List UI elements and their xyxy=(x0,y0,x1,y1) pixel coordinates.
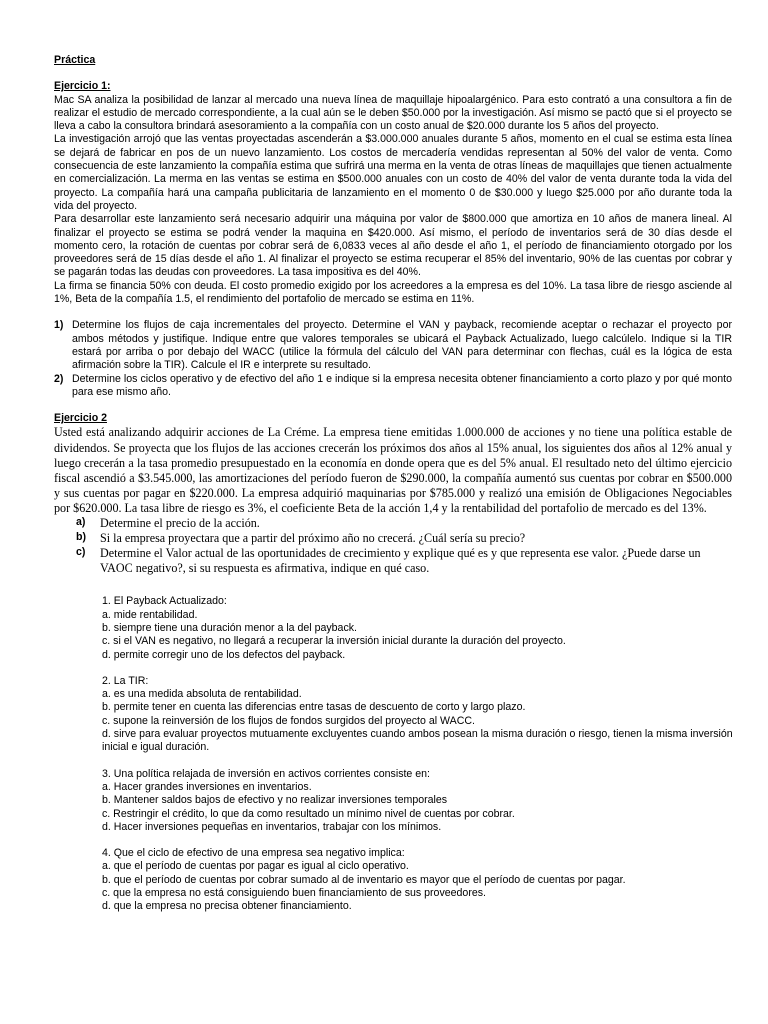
mc-question-text: 4. Que el ciclo de efectivo de una empresa sea negativo implica: xyxy=(102,847,405,860)
exercise-1-questions xyxy=(54,319,732,399)
multiple-choice-question xyxy=(102,847,742,913)
mc-option: d. sirve para evaluar proyectos mutuamente excluyentes cuando ambos posean la misma duración o riesgo, tienen la misma inversión inicial e igual duración. xyxy=(102,728,733,754)
mc-option: b. que el período de cuentas por cobrar sumado al de inventario es mayor que el período de cuentas por pagar. xyxy=(102,873,626,886)
question-number: 2) xyxy=(54,372,64,385)
mc-question-text: 3. Una política relajada de inversión en activos corrientes consiste en: xyxy=(102,767,430,780)
question-letter: b) xyxy=(76,531,86,544)
question-text: Si la empresa proyectara que a partir del próximo año no crecerá. ¿Cuál sería su precio? xyxy=(100,531,526,546)
exercise-2-statement: Usted está analizando adquirir acciones de La Créme. La empresa tiene emitidas 1.000.000 de acciones y no tiene una política estable de dividendos. Se proyecta que los flujos de las acciones crecerán los próximos dos años al 15% anual, los siguientes dos años al 12% anual y luego crecerán a la tasa promedio presupuestado en la economía en donde opera que es del 5% anual. El resultado neto del último ejercicio fiscal ascendió a $3.545.000, las amortizaciones del período fueron de $290.000, la compañía aumentó sus cuentas por cobrar en $500.000 y sus cuentas por pagar en $220.000. La empresa adquirió maquinarias por $785.000 y realizó una emisión de Obligaciones Negociables por $620.000. La tasa libre de riesgo es 3%, el coeficiente Beta de la acción 1,4 y la rentabilidad del portafolio de mercado es del 13%. xyxy=(54,425,732,515)
mc-option: d. permite corregir uno de los defectos del payback. xyxy=(102,648,346,661)
mc-option: c. Restringir el crédito, lo que da como resultado un mínimo nivel de cuentas por cobrar. xyxy=(102,807,515,820)
mc-option: a. es una medida absoluta de rentabilidad. xyxy=(102,688,302,701)
exercise-1-paragraph: La firma se financia 50% con deuda. El costo promedio exigido por los acreedores a la empresa es del 10%. La tasa libre de riesgo asciende al 1%, Beta de la compañía 1.5, el rendimiento del portafolio de mercado se estima en 11%. xyxy=(54,279,732,306)
exercise-1-statement xyxy=(54,94,732,307)
exercise-1-paragraph: Para desarrollar este lanzamiento será necesario adquirir una máquina por valor de $800.000 que amortiza en 10 años de manera lineal. Al finalizar el proyecto se estima se podrá vender la maquina en $420.000. Así mismo, el período de inventarios será de 30 días desde el momento cero, la rotación de cuentas por cobrar será de 6,0833 veces al año desde el año 1, el período de financiamiento otorgado por los proveedores será de 15 días desde el año 1. Al finalizar el proyecto se estima recuperar el 85% del inventario, 90% de las cuentas por cobrar y se pagarán todas las deudas con proveedores. La tasa impositiva es del 40%. xyxy=(54,213,732,279)
question-text: Determine los ciclos operativo y de efectivo del año 1 e indique si la empresa necesita obtener financiamiento a corto plazo y por qué monto para ese mismo año. xyxy=(72,372,732,398)
mc-option: a. mide rentabilidad. xyxy=(102,608,198,621)
mc-option: b. Mantener saldos bajos de efectivo y no realizar inversiones temporales xyxy=(102,794,448,807)
mc-option: b. permite tener en cuenta las diferencias entre tasas de descuento de corto y largo plazo. xyxy=(102,701,526,714)
exercise-1-question xyxy=(54,373,732,400)
question-letter: a) xyxy=(76,515,86,528)
exercise-1-question xyxy=(54,319,732,372)
document-page xyxy=(54,54,732,927)
exercise-2-question xyxy=(54,531,732,546)
mc-option: c. supone la reinversión de los flujos de fondos surgidos del proyecto al WACC. xyxy=(102,714,475,727)
mc-question-text: 2. La TIR: xyxy=(102,674,149,687)
exercise-2-questions xyxy=(54,516,732,576)
exercise-1-paragraph: La investigación arrojó que las ventas proyectadas ascenderán a $3.000.000 anuales durante 5 años, momento en el cual se estima esta línea se dejará de fabricar en pos de un nuevo lanzamiento. Los costos de mercadería vendidas representan al 50% del valor de venta. Como consecuencia de este lanzamiento la compañía estima que sufrirá una merma en la venta de otras líneas de maquillajes que tienen actualmente en comercialización. La merma en las ventas se estima en $500.000 anuales con un costo de 40% del valor de venta durante toda la vida del proyecto. La compañía hará una campaña publicitaria de lanzamiento en el momento 0 de $30.000 y luego $25.000 por año durante toda la vida del proyecto. xyxy=(54,133,732,212)
question-text: Determine el precio de la acción. xyxy=(100,515,260,530)
exercise-2-question xyxy=(54,546,732,576)
question-number: 1) xyxy=(54,319,64,332)
mc-option: a. Hacer grandes inversiones en inventarios. xyxy=(102,780,312,793)
question-letter: c) xyxy=(76,546,86,559)
exercise-1-paragraph: Mac SA analiza la posibilidad de lanzar al mercado una nueva línea de maquillaje hipoalargénico. Para esto contrató a una consultora a fin de realizar el estudio de mercado correspondiente, a la cual aún se le deben $50.000 por la investigación. Así mismo se pactó que si el proyecto se lleva a cabo la consultora brindará asesoramiento a la compañía con un costo anual de $20.000 durante los 5 años del proyecto. xyxy=(54,93,732,133)
multiple-choice-section xyxy=(102,595,742,913)
question-text: Determine el Valor actual de las oportunidades de crecimiento y explique qué es y que representa ese valor. ¿Puede darse un VAOC negativo?, si su respuesta es afirmativa, indique en qué caso. xyxy=(100,546,701,576)
mc-question-text: 1. El Payback Actualizado: xyxy=(102,595,227,608)
mc-option: a. que el período de cuentas por pagar es igual al ciclo operativo. xyxy=(102,860,409,873)
mc-option: d. Hacer inversiones pequeñas en inventarios, trabajar con los mínimos. xyxy=(102,820,442,833)
mc-option: d. que la empresa no precisa obtener financiamiento. xyxy=(102,900,352,913)
exercise-1-heading: Ejercicio 1: xyxy=(54,80,111,93)
multiple-choice-question xyxy=(102,595,742,661)
multiple-choice-question xyxy=(102,675,742,755)
mc-option: b. siempre tiene una duración menor a la del payback. xyxy=(102,621,357,634)
question-text: Determine los flujos de caja incrementales del proyecto. Determine el VAN y payback, recomiende aceptar o rechazar el proyecto por ambos métodos y justifique. Indique entre que valores temporales se ubicará el Payback Actualizado, luego calcúlelo. Indique si la TIR estará por arriba o por debajo del WACC (utilice la fórmula del cálculo del VAN para determinar con flechas, cuál es la lógica de esta afirmación sobre la TIR). Calcule el IR e interprete su resultado. xyxy=(72,319,732,372)
exercise-2-heading: Ejercicio 2 xyxy=(54,412,107,425)
mc-option: c. si el VAN es negativo, no llegará a recuperar la inversión inicial durante la duración del proyecto. xyxy=(102,635,566,648)
multiple-choice-question xyxy=(102,768,742,834)
page-title: Práctica xyxy=(54,54,96,66)
exercise-2-question xyxy=(54,516,732,531)
mc-option: c. que la empresa no está consiguiendo buen financiamiento de sus proveedores. xyxy=(102,887,486,899)
